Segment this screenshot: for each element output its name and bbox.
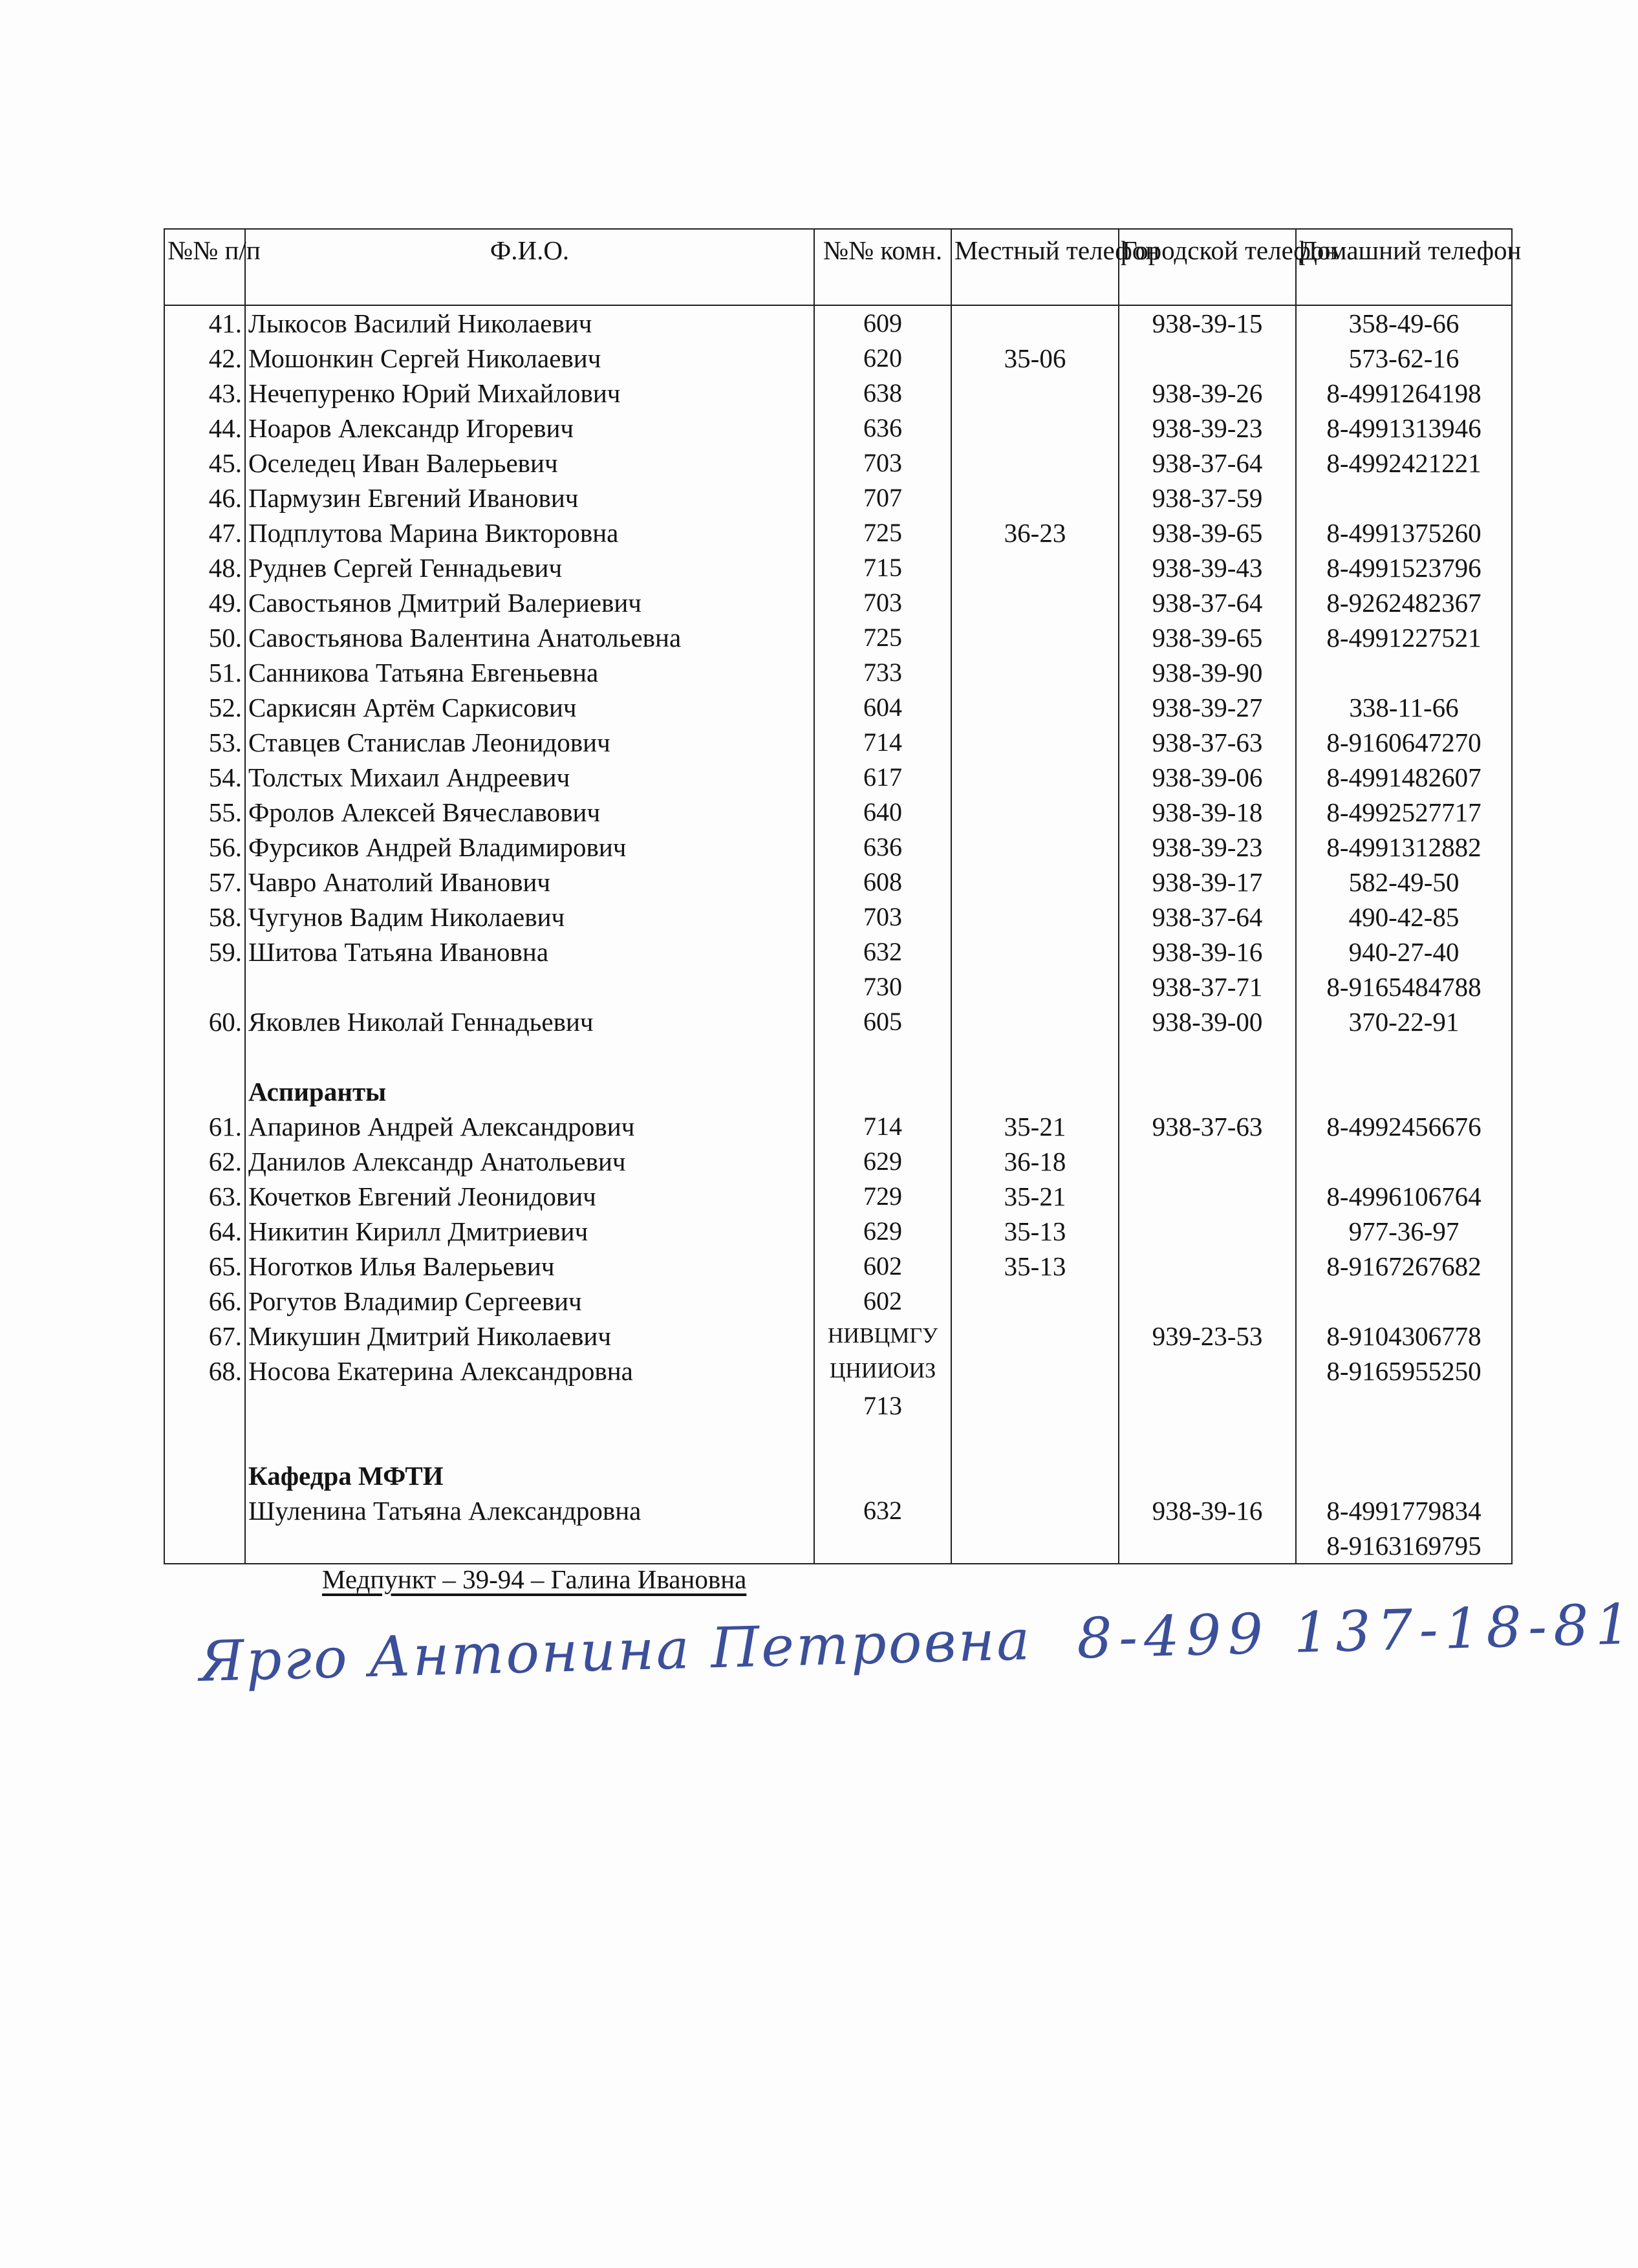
cell-local [951, 481, 1119, 515]
cell-local: 35-13 [951, 1214, 1119, 1249]
cell-room: 703 [814, 900, 951, 934]
cell-city [1119, 1354, 1296, 1388]
cell-city: 938-39-16 [1119, 934, 1296, 969]
cell-room: 632 [814, 1493, 951, 1528]
cell-home: 8-4991313946 [1296, 411, 1512, 446]
cell-fio: Апаринов Андрей Александрович [245, 1109, 814, 1144]
cell-num: 62. [164, 1144, 245, 1179]
cell-room: 604 [814, 690, 951, 725]
table-spacer-row [164, 1039, 1512, 1074]
table-row [164, 655, 1512, 690]
cell-home: 8-4991312882 [1296, 830, 1512, 865]
cell-fio: Рогутов Владимир Сергеевич [245, 1284, 814, 1319]
cell-num: 65. [164, 1249, 245, 1284]
cell-room: 730 [814, 969, 951, 1004]
medpunkt-note: Медпункт – 39-94 – Галина Ивановна [322, 1564, 747, 1594]
cell-city [1119, 1458, 1296, 1493]
cell-home: 338-11-66 [1296, 690, 1512, 725]
table-row [164, 1319, 1512, 1354]
cell-fio [245, 1423, 814, 1458]
cell-room: 608 [814, 865, 951, 900]
cell-fio: Санникова Татьяна Евгеньевна [245, 655, 814, 690]
cell-home: 8-4991779834 [1296, 1493, 1512, 1528]
table-row [164, 1179, 1512, 1214]
table-row [164, 830, 1512, 865]
section-header-row [164, 1458, 1512, 1493]
table-row [164, 1493, 1512, 1528]
cell-city: 938-39-27 [1119, 690, 1296, 725]
cell-num: 58. [164, 900, 245, 934]
cell-local [951, 795, 1119, 830]
cell-local: 36-23 [951, 515, 1119, 550]
cell-fio: Руднев Сергей Геннадьевич [245, 550, 814, 585]
table-row [164, 305, 1512, 341]
cell-room: 605 [814, 1004, 951, 1039]
cell-num: 44. [164, 411, 245, 446]
cell-home [1296, 1423, 1512, 1458]
cell-city: 938-39-16 [1119, 1493, 1296, 1528]
cell-num: 45. [164, 446, 245, 481]
cell-local [951, 1388, 1119, 1423]
cell-local [951, 1284, 1119, 1319]
header-room: №№ комн. [814, 229, 951, 305]
cell-home: 8-4992456676 [1296, 1109, 1512, 1144]
cell-fio [245, 1528, 814, 1564]
cell-room [814, 1423, 951, 1458]
cell-fio: Ноготков Илья Валерьевич [245, 1249, 814, 1284]
cell-fio: Шуленина Татьяна Александровна [245, 1493, 814, 1528]
cell-city: 938-39-65 [1119, 515, 1296, 550]
cell-room [814, 1458, 951, 1493]
table-row [164, 1109, 1512, 1144]
table-row [164, 550, 1512, 585]
cell-num: 57. [164, 865, 245, 900]
cell-num [164, 969, 245, 1004]
cell-home: 8-9167267682 [1296, 1249, 1512, 1284]
cell-fio: Мошонкин Сергей Николаевич [245, 341, 814, 376]
table-row [164, 1214, 1512, 1249]
cell-local [951, 969, 1119, 1004]
cell-fio: Савостьянов Дмитрий Валериевич [245, 585, 814, 620]
cell-num: 52. [164, 690, 245, 725]
cell-city [1119, 1284, 1296, 1319]
cell-local [951, 1004, 1119, 1039]
cell-room: 715 [814, 550, 951, 585]
table-header-row [164, 229, 1512, 305]
cell-num: 47. [164, 515, 245, 550]
cell-room: 629 [814, 1144, 951, 1179]
cell-local [951, 376, 1119, 411]
cell-local [951, 1039, 1119, 1074]
cell-home: 977-36-97 [1296, 1214, 1512, 1249]
cell-local [951, 446, 1119, 481]
cell-num: 67. [164, 1319, 245, 1354]
table-row [164, 1004, 1512, 1039]
cell-city: 938-39-26 [1119, 376, 1296, 411]
cell-city: 938-39-23 [1119, 830, 1296, 865]
cell-home: 8-9262482367 [1296, 585, 1512, 620]
cell-home [1296, 481, 1512, 515]
cell-num [164, 1039, 245, 1074]
cell-num: 48. [164, 550, 245, 585]
cell-num: 68. [164, 1354, 245, 1388]
cell-local [951, 1074, 1119, 1109]
phone-directory-table [164, 228, 1522, 1564]
table-row [164, 865, 1512, 900]
cell-city: 938-39-06 [1119, 760, 1296, 795]
table-row [164, 376, 1512, 411]
table-row [164, 620, 1512, 655]
cell-fio: Ставцев Станислав Леонидович [245, 725, 814, 760]
cell-home: 8-4991227521 [1296, 620, 1512, 655]
cell-fio: Микушин Дмитрий Николаевич [245, 1319, 814, 1354]
table-row [164, 1284, 1512, 1319]
cell-fio: Носова Екатерина Александровна [245, 1354, 814, 1388]
cell-home: 8-4996106764 [1296, 1179, 1512, 1214]
cell-fio: Саркисян Артём Саркисович [245, 690, 814, 725]
cell-local [951, 900, 1119, 934]
cell-home: 8-9165484788 [1296, 969, 1512, 1004]
cell-home [1296, 1074, 1512, 1109]
cell-fio: Шитова Татьяна Ивановна [245, 934, 814, 969]
cell-fio: Кочетков Евгений Леонидович [245, 1179, 814, 1214]
cell-local: 35-06 [951, 341, 1119, 376]
cell-city: 938-37-63 [1119, 1109, 1296, 1144]
header-fio: Ф.И.О. [245, 229, 814, 305]
cell-local: 35-21 [951, 1179, 1119, 1214]
cell-fio: Савостьянова Валентина Анатольевна [245, 620, 814, 655]
cell-room [814, 1528, 951, 1564]
cell-city: 938-37-64 [1119, 900, 1296, 934]
cell-local [951, 585, 1119, 620]
cell-fio: Оселедец Иван Валерьевич [245, 446, 814, 481]
header-home-phone: Домашний телефон [1296, 229, 1512, 305]
section-title: Кафедра МФТИ [245, 1458, 814, 1493]
cell-num: 64. [164, 1214, 245, 1249]
cell-city: 938-37-64 [1119, 446, 1296, 481]
cell-fio: Чугунов Вадим Николаевич [245, 900, 814, 934]
cell-num: 60. [164, 1004, 245, 1039]
cell-city [1119, 1144, 1296, 1179]
cell-room: 602 [814, 1284, 951, 1319]
cell-room: 725 [814, 515, 951, 550]
cell-room: 638 [814, 376, 951, 411]
cell-city: 938-39-15 [1119, 305, 1296, 341]
cell-home: 8-4992421221 [1296, 446, 1512, 481]
cell-room: 640 [814, 795, 951, 830]
table-row [164, 760, 1512, 795]
cell-num [164, 1423, 245, 1458]
cell-local [951, 760, 1119, 795]
cell-home: 8-9165955250 [1296, 1354, 1512, 1388]
cell-fio: Никитин Кирилл Дмитриевич [245, 1214, 814, 1249]
section-title: Аспиранты [245, 1074, 814, 1109]
cell-home [1296, 655, 1512, 690]
cell-city: 938-37-64 [1119, 585, 1296, 620]
cell-home [1296, 1388, 1512, 1423]
cell-fio [245, 1388, 814, 1423]
cell-home: 8-4991523796 [1296, 550, 1512, 585]
cell-local [951, 305, 1119, 341]
table-row [164, 341, 1512, 376]
cell-num: 53. [164, 725, 245, 760]
cell-home: 573-62-16 [1296, 341, 1512, 376]
cell-room: 729 [814, 1179, 951, 1214]
cell-num: 56. [164, 830, 245, 865]
table-row [164, 934, 1512, 969]
cell-home: 940-27-40 [1296, 934, 1512, 969]
table-row [164, 725, 1512, 760]
cell-num: 61. [164, 1109, 245, 1144]
table-row [164, 411, 1512, 446]
cell-fio [245, 1039, 814, 1074]
cell-room: 707 [814, 481, 951, 515]
cell-city [1119, 1074, 1296, 1109]
cell-city [1119, 341, 1296, 376]
cell-room: 714 [814, 1109, 951, 1144]
cell-room: НИВЦМГУ [814, 1319, 951, 1354]
cell-num: 55. [164, 795, 245, 830]
table-row [164, 690, 1512, 725]
cell-room: 636 [814, 830, 951, 865]
header-num: №№ п/п [164, 229, 245, 305]
cell-city: 938-39-18 [1119, 795, 1296, 830]
cell-local [951, 411, 1119, 446]
table-spacer-row [164, 1423, 1512, 1458]
cell-city [1119, 1528, 1296, 1564]
cell-home: 370-22-91 [1296, 1004, 1512, 1039]
cell-fio: Чавро Анатолий Иванович [245, 865, 814, 900]
cell-local [951, 620, 1119, 655]
cell-city [1119, 1179, 1296, 1214]
cell-home: 358-49-66 [1296, 305, 1512, 341]
cell-local [951, 934, 1119, 969]
cell-city: 938-39-90 [1119, 655, 1296, 690]
cell-num [164, 1458, 245, 1493]
table-row [164, 446, 1512, 481]
cell-home: 8-4991482607 [1296, 760, 1512, 795]
cell-num: 59. [164, 934, 245, 969]
cell-city: 938-39-65 [1119, 620, 1296, 655]
cell-home: 8-4991375260 [1296, 515, 1512, 550]
table-row [164, 1144, 1512, 1179]
cell-city: 938-39-43 [1119, 550, 1296, 585]
cell-local [951, 725, 1119, 760]
table-row [164, 585, 1512, 620]
cell-fio: Ноаров Александр Игоревич [245, 411, 814, 446]
header-local-phone: Местный телефон [951, 229, 1119, 305]
cell-fio: Фролов Алексей Вячеславович [245, 795, 814, 830]
cell-city [1119, 1388, 1296, 1423]
cell-fio: Нечепуренко Юрий Михайлович [245, 376, 814, 411]
cell-local [951, 1528, 1119, 1564]
cell-num [164, 1528, 245, 1564]
cell-city: 938-37-63 [1119, 725, 1296, 760]
handwritten-note [199, 1592, 1638, 1694]
cell-room: 714 [814, 725, 951, 760]
cell-room: 733 [814, 655, 951, 690]
cell-home: 490-42-85 [1296, 900, 1512, 934]
cell-city: 938-37-59 [1119, 481, 1296, 515]
cell-room: 632 [814, 934, 951, 969]
cell-fio: Толстых Михаил Андреевич [245, 760, 814, 795]
cell-num [164, 1074, 245, 1109]
cell-home: 8-4992527717 [1296, 795, 1512, 830]
cell-num: 41. [164, 305, 245, 341]
cell-fio: Пармузин Евгений Иванович [245, 481, 814, 515]
cell-city: 939-23-53 [1119, 1319, 1296, 1354]
cell-city: 938-39-17 [1119, 865, 1296, 900]
cell-city: 938-39-00 [1119, 1004, 1296, 1039]
cell-local [951, 1458, 1119, 1493]
cell-local [951, 1319, 1119, 1354]
cell-city [1119, 1214, 1296, 1249]
cell-fio: Фурсиков Андрей Владимирович [245, 830, 814, 865]
cell-city [1119, 1249, 1296, 1284]
table-body [164, 305, 1512, 1564]
cell-local: 35-13 [951, 1249, 1119, 1284]
cell-home [1296, 1284, 1512, 1319]
cell-fio: Лыкосов Василий Николаевич [245, 305, 814, 341]
cell-local [951, 550, 1119, 585]
cell-num: 43. [164, 376, 245, 411]
cell-room [814, 1039, 951, 1074]
cell-room: 703 [814, 585, 951, 620]
cell-num: 46. [164, 481, 245, 515]
cell-room: 725 [814, 620, 951, 655]
cell-num: 63. [164, 1179, 245, 1214]
cell-home: 582-49-50 [1296, 865, 1512, 900]
cell-room: ЦНИИОИЗ [814, 1354, 951, 1388]
table-row [164, 969, 1512, 1004]
cell-home: 8-9160647270 [1296, 725, 1512, 760]
cell-fio [245, 969, 814, 1004]
cell-room: 629 [814, 1214, 951, 1249]
cell-home: 8-4991264198 [1296, 376, 1512, 411]
table-row [164, 795, 1512, 830]
table-row [164, 1354, 1512, 1388]
section-header-row [164, 1074, 1512, 1109]
cell-room: 713 [814, 1388, 951, 1423]
cell-room [814, 1074, 951, 1109]
cell-fio: Яковлев Николай Геннадьевич [245, 1004, 814, 1039]
cell-room: 609 [814, 305, 951, 341]
table-row [164, 1388, 1512, 1423]
cell-num: 50. [164, 620, 245, 655]
cell-home [1296, 1458, 1512, 1493]
cell-local [951, 865, 1119, 900]
header-city-phone: Городской телефон [1119, 229, 1296, 305]
cell-room: 703 [814, 446, 951, 481]
cell-home [1296, 1144, 1512, 1179]
cell-city [1119, 1423, 1296, 1458]
table-row [164, 1249, 1512, 1284]
cell-local [951, 655, 1119, 690]
handwritten-phone: 8-499 137-18-81 [1075, 1592, 1638, 1672]
cell-city: 938-37-71 [1119, 969, 1296, 1004]
table-row [164, 1528, 1512, 1564]
cell-room: 636 [814, 411, 951, 446]
table-row [164, 900, 1512, 934]
cell-room: 602 [814, 1249, 951, 1284]
cell-local: 35-21 [951, 1109, 1119, 1144]
cell-local [951, 830, 1119, 865]
cell-num: 51. [164, 655, 245, 690]
cell-home: 8-9104306778 [1296, 1319, 1512, 1354]
cell-city [1119, 1039, 1296, 1074]
table-row [164, 515, 1512, 550]
cell-local [951, 1354, 1119, 1388]
table-row [164, 481, 1512, 515]
cell-city: 938-39-23 [1119, 411, 1296, 446]
cell-local [951, 1493, 1119, 1528]
cell-fio: Подплутова Марина Викторовна [245, 515, 814, 550]
cell-num: 42. [164, 341, 245, 376]
cell-fio: Данилов Александр Анатольевич [245, 1144, 814, 1179]
cell-num: 54. [164, 760, 245, 795]
cell-local [951, 1423, 1119, 1458]
cell-room: 620 [814, 341, 951, 376]
cell-local: 36-18 [951, 1144, 1119, 1179]
cell-num: 49. [164, 585, 245, 620]
cell-num: 66. [164, 1284, 245, 1319]
handwritten-name: Ярго Антонина Петровна [198, 1608, 1033, 1694]
cell-num [164, 1493, 245, 1528]
cell-home [1296, 1039, 1512, 1074]
cell-room: 617 [814, 760, 951, 795]
cell-num [164, 1388, 245, 1423]
cell-local [951, 690, 1119, 725]
cell-home: 8-9163169795 [1296, 1528, 1512, 1564]
